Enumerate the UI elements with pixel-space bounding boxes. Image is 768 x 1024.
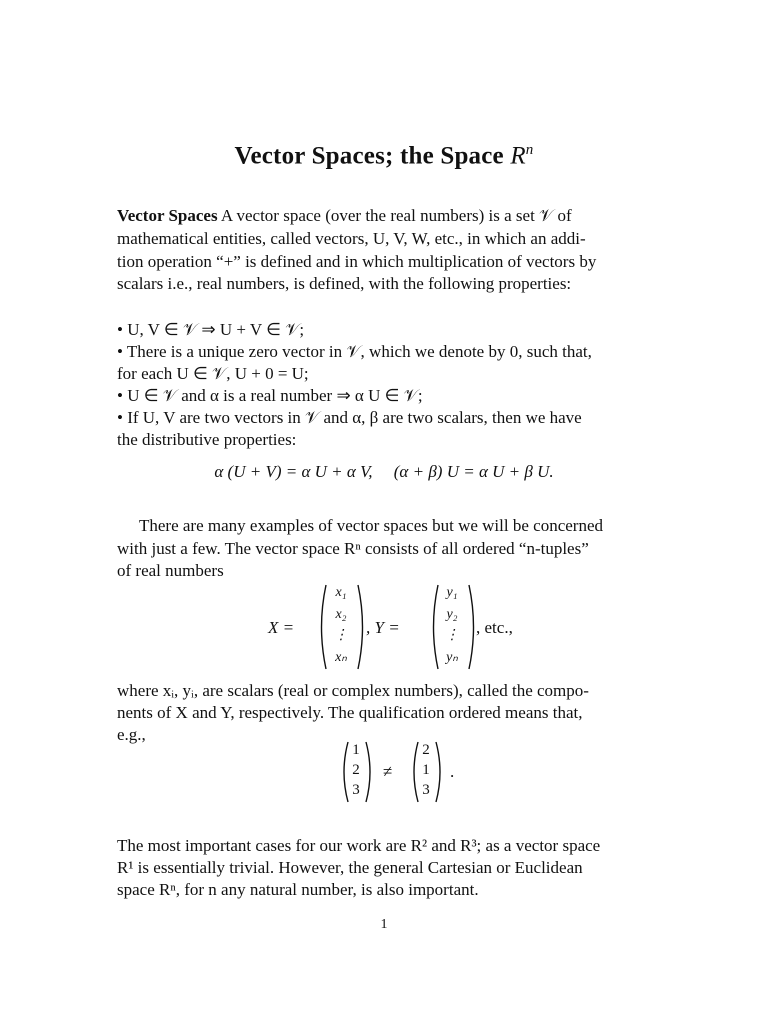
para1-line-3: tion operation “+” is defined and in which multiplication of vectors by [117,252,597,271]
para1-line-2: mathematical entities, called vectors, U, V, W, etc., in which an addi- [117,229,586,248]
x-entry-3: ⋮ [334,628,348,643]
property-line-3: for each U ∈ 𝒱, U + 0 = U; [117,364,309,383]
tuple-lhs-x: X = [268,618,295,637]
para4-line-2: R¹ is essentially trivial. However, the general Cartesian or Euclidean [117,858,583,877]
left-vector [346,742,366,802]
property-line-5: • If U, V are two vectors in 𝒱 and α, β are two scalars, then we have [117,408,582,427]
left-vector-right-paren [364,740,376,804]
right-entry-3: 3 [422,782,430,798]
right-entry-1: 2 [422,742,430,758]
property-line-2: • There is a unique zero vector in 𝒱, which we denote by 0, such that, [117,342,592,361]
y-vector [437,585,467,669]
property-line-6: the distributive properties: [117,430,297,449]
para3-line-3: e.g., [117,725,146,744]
not-equal-symbol: ≠ [383,762,393,781]
distributive-equation: α (U + V) = α U + α V, (α + β) U = α U + β U. [214,462,554,481]
para3-line-2: nents of X and Y, respectively. The qualification ordered means that, [117,703,583,722]
y-entry-2: y₂ [446,607,458,622]
y-entry-4: yₙ [446,650,458,665]
title-superscript: n [525,142,534,158]
right-vector-right-paren [434,740,446,804]
left-entry-1: 1 [352,742,360,758]
page-number: 1 [380,917,388,932]
y-entry-1: y₁ [446,585,458,600]
para4-line-1: The most important cases for our work are R² and R³; as a vector space [117,836,601,855]
para2-line-3: of real numbers [117,561,224,580]
para4-line-3: space Rⁿ, for n any natural number, is also important. [117,880,479,899]
right-vector [416,742,436,802]
tuple-mid: , Y = [366,618,400,637]
property-line-1: • U, V ∈ 𝒱 ⇒ U + V ∈ 𝒱; [117,320,305,339]
para1-lead: Vector Spaces [117,206,218,225]
para3-line-1: where xᵢ, yᵢ, are scalars (real or complex numbers), called the compo- [117,681,589,700]
property-line-4: • U ∈ 𝒱 and α is a real number ⇒ α U ∈ 𝒱; [117,386,423,405]
x-entry-2: x₂ [335,607,347,622]
title-text: Vector Spaces; the Space [234,142,511,170]
right-entry-2: 1 [422,762,430,778]
tuple-tail: , etc., [476,618,513,637]
x-entry-1: x₁ [335,585,347,600]
x-vector [326,585,356,669]
para1-line-4: scalars i.e., real numbers, is defined, with the following properties: [117,274,572,293]
x-entry-4: xₙ [335,650,347,665]
left-entry-2: 2 [352,762,360,778]
order-eq-tail: . [450,762,455,781]
left-entry-3: 3 [352,782,360,798]
title-symbol: R [510,142,526,170]
para2-line-2: with just a few. The vector space Rⁿ consists of all ordered “n-tuples” [117,539,589,558]
para1-text-1: A vector space (over the real numbers) is a set 𝒱 of [220,206,572,225]
para2-line-1: There are many examples of vector spaces but we will be concerned [139,516,603,535]
y-entry-3: ⋮ [445,628,459,643]
page-title [0,142,768,170]
para1-line-1 [117,206,674,226]
